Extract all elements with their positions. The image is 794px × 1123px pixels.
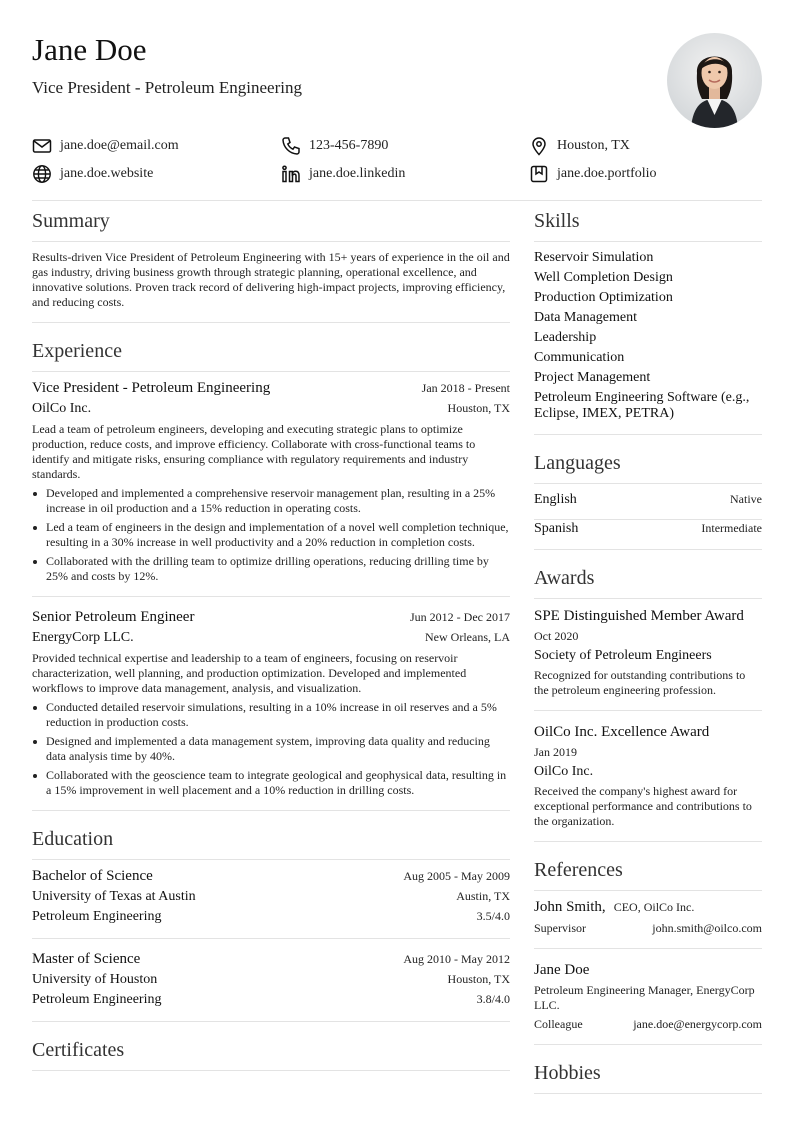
reference-1-name: John Smith, [534,899,606,915]
reference-1-position: CEO, OilCo Inc. [613,900,695,914]
language-level: Intermediate [701,521,762,535]
edu-1-degree: Bachelor of Science [32,868,153,884]
job-2-company: EnergyCorp LLC. [32,630,134,645]
job-1-dates: Jan 2018 - Present [421,381,510,395]
reference-1-email[interactable]: john.smith@oilco.com [652,921,762,935]
edu-2-degree: Master of Science [32,951,141,967]
awards-heading-divider [534,598,762,599]
job-2-bullet-2: Designed and implemented a data management system, improving data quality and reducing data analysis time by 40%. [32,734,510,764]
location-pin-icon [529,136,549,156]
job-1-bullet-2: Led a team of engineers in the design and implementation of a novel well completion technique, resulting in a 30% increase in well productivity and a 20% reduction in completion costs. [32,520,510,550]
header-divider [32,200,762,201]
skill-item: Reservoir Simulation [534,250,654,265]
language-level: Native [730,492,762,506]
edu-2-location: Houston, TX [447,972,510,986]
language-row-english [534,492,762,508]
reference-2-position: Petroleum Engineering Manager, EnergyCorp LLC. [534,983,755,1012]
hobbies-heading-divider [534,1093,762,1094]
reference-2-name: Jane Doe [534,962,590,978]
job-1-location: Houston, TX [447,401,510,415]
award-1-title: SPE Distinguished Member Award [534,608,744,624]
certificates-heading-divider [32,1070,510,1071]
contact-email-text: jane.doe@email.com [60,138,179,153]
job-1-company: OilCo Inc. [32,401,92,416]
skill-item: Project Management [534,370,651,385]
awards-end-divider [534,841,762,842]
award-2-org: OilCo Inc. [534,764,594,779]
languages-end-divider [534,549,762,550]
job-2-role: Senior Petroleum Engineer [32,609,195,625]
job-1-description: Lead a team of petroleum engineers, developing and executing strategic plans to optimize production, reduce costs, and improve efficiency. Collaborate with cross-functional teams to identify and mitigate risks, ensuring compliance with regulatory requirements and industry standards. [32,422,476,481]
edu-2-dates: Aug 2010 - May 2012 [403,952,510,966]
contact-portfolio[interactable] [529,164,657,184]
skill-item: Data Management [534,310,638,325]
edu-2-school: University of Houston [32,972,158,987]
edu-1-gpa: 3.5/4.0 [476,909,510,923]
edu-1-school-row [32,889,510,905]
award-1-description: Recognized for outstanding contributions to the petroleum engineering profession. [534,668,746,697]
job-2-bullet-1: Conducted detailed reservoir simulations, resulting in a 10% increase in oil reserves and a 5% reduction in production costs. [32,700,510,730]
portrait-image [667,33,762,128]
edu-2-header [32,951,510,968]
contact-location [529,136,630,156]
language-name: Spanish [534,521,579,536]
education-heading-divider [32,859,510,860]
reference-1-divider [534,948,762,949]
skill-item: Communication [534,350,625,365]
job-1-divider [32,596,510,597]
edu-2-school-row [32,972,510,988]
job-2-location: New Orleans, LA [425,630,510,644]
language-name: English [534,492,577,507]
edu-1-header [32,868,510,885]
contact-phone[interactable] [281,136,388,156]
edu-2-gpa: 3.8/4.0 [476,992,510,1006]
award-2-description: Received the company's highest award for exceptional performance and contributions to the organization. [534,784,752,828]
award-2-date: Jan 2019 [534,745,577,759]
edu-1-divider [32,938,510,939]
portfolio-icon [529,164,549,184]
reference-1-meta [534,921,762,936]
languages-heading: Languages [534,452,621,474]
award-1-org: Society of Petroleum Engineers [534,648,712,663]
skills-heading: Skills [534,210,580,232]
languages-heading-divider [534,483,762,484]
experience-heading-divider [32,371,510,372]
globe-icon [32,164,52,184]
job-2-bullets [32,700,510,802]
reference-1-header [534,899,762,916]
contact-location-text: Houston, TX [557,138,630,153]
edu-1-location: Austin, TX [456,889,510,903]
skills-end-divider [534,434,762,435]
hobbies-heading: Hobbies [534,1062,601,1084]
summary-heading-divider [32,241,510,242]
profile-photo [667,33,762,128]
edu-1-field: Petroleum Engineering [32,909,162,924]
job-1-role: Vice President - Petroleum Engineering [32,380,271,396]
references-heading: References [534,859,623,881]
reference-2-email[interactable]: jane.doe@energycorp.com [633,1017,762,1031]
certificates-heading: Certificates [32,1039,125,1061]
contact-website-text: jane.doe.website [60,166,154,181]
candidate-title: Vice President - Petroleum Engineering [32,78,302,97]
award-1-date: Oct 2020 [534,629,579,643]
linkedin-icon [281,164,301,184]
education-end-divider [32,1021,510,1022]
award-1-divider [534,710,762,711]
experience-heading: Experience [32,340,122,362]
summary-text: Results-driven Vice President of Petroleum Engineering with 15+ years of experience in the oil and gas industry, driving business growth through strategic planning, operational excellence, and innovative solutions. Proven track record of delivering high-impact projects, improving efficiency, and reducing costs. [32,250,510,309]
reference-1-relation: Supervisor [534,921,586,935]
job-2-company-row [32,630,510,646]
edu-1-dates: Aug 2005 - May 2009 [403,869,510,883]
job-2-dates: Jun 2012 - Dec 2017 [410,610,510,624]
edu-1-school: University of Texas at Austin [32,889,196,904]
contact-website[interactable] [32,164,153,184]
contact-email[interactable] [32,136,179,156]
contact-linkedin[interactable] [281,164,405,184]
job-1-company-row [32,401,510,417]
award-2-title: OilCo Inc. Excellence Award [534,724,710,740]
reference-2-relation: Colleague [534,1017,583,1031]
contact-linkedin-text: jane.doe.linkedin [309,166,406,181]
skill-item: Petroleum Engineering Software (e.g., Eclipse, IMEX, PETRA) [534,390,750,421]
edu-1-field-row [32,909,510,925]
skills-heading-divider [534,241,762,242]
contact-phone-text: 123-456-7890 [309,138,389,153]
job-1-bullets [32,486,510,588]
language-row-spanish [534,521,762,537]
job-2-header [32,609,510,626]
contact-portfolio-text: jane.doe.portfolio [557,166,657,181]
skill-item: Well Completion Design [534,270,673,285]
reference-2-meta [534,1017,762,1032]
education-heading: Education [32,828,114,850]
references-end-divider [534,1044,762,1045]
phone-icon [281,136,301,156]
experience-end-divider [32,810,510,811]
candidate-name: Jane Doe [32,32,147,67]
edu-2-field: Petroleum Engineering [32,992,162,1007]
job-2-bullet-3: Collaborated with the geoscience team to integrate geological and geophysical data, resulting in a 15% improvement in well placement and a 10% reduction in drilling costs. [32,768,510,798]
edu-2-field-row [32,992,510,1008]
skill-item: Production Optimization [534,290,673,305]
mail-icon [32,136,52,156]
job-1-bullet-1: Developed and implemented a comprehensive reservoir management plan, resulting in a 25% increase in oil production and a 15% reduction in operating costs. [32,486,510,516]
language-divider [534,519,762,520]
job-2-description: Provided technical expertise and leadership to a team of engineers, focusing on reservoir characterization, well planning, and production optimization. Developed and implemented workflows to improve data management, analysis, and visualization. [32,651,467,695]
summary-heading: Summary [32,210,110,232]
skill-item: Leadership [534,330,597,345]
references-heading-divider [534,890,762,891]
awards-heading: Awards [534,567,595,589]
job-1-header [32,380,510,397]
summary-end-divider [32,322,510,323]
job-1-bullet-3: Collaborated with the drilling team to optimize drilling operations, reducing drilling time by 25% and costs by 12%. [32,554,510,584]
